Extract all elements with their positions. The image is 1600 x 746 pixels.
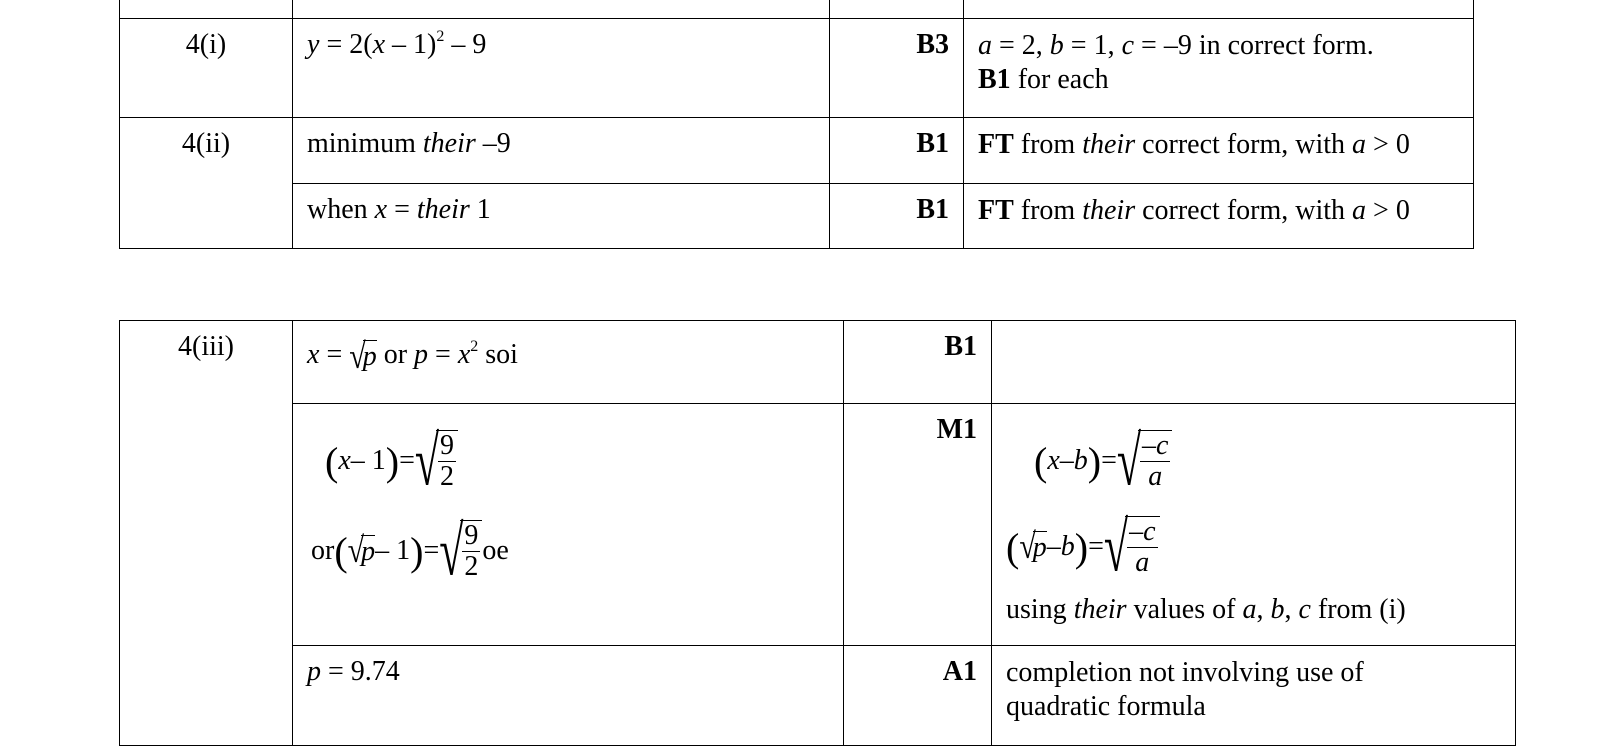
table-row — [120, 184, 1474, 249]
mark-scheme-table-2 — [119, 320, 1516, 746]
table-row-top-partial — [120, 0, 1474, 19]
guidance-cell — [992, 321, 1516, 404]
mark-cell: B1 — [830, 118, 964, 184]
guidance-equation-2: ( √p – b ) = √ $\frac{-c}{a}$ — [1006, 504, 1515, 590]
table-row — [120, 321, 1516, 404]
table-row — [120, 404, 1516, 646]
sqrt-symbol: √ $\frac{9}{2}$ — [439, 520, 482, 582]
guidance-cell: FT from their correct form, with a > 0 — [964, 118, 1474, 184]
sqrt-symbol: √ $\frac{9}{2}$ — [415, 430, 458, 492]
sqrt-symbol: √p — [1019, 526, 1047, 567]
answer-cell: y = 2(x – 1)$^2$ – 9 — [293, 19, 830, 118]
guidance-cell: FT from their correct form, with a > 0 — [964, 184, 1474, 249]
sqrt-symbol: √p — [347, 530, 376, 571]
mark-cell: B1 — [830, 184, 964, 249]
answer-cell: x = √p or $p = x^2$ soi — [293, 321, 844, 404]
equation-line-2: or ( √p – 1 ) = √ $\frac{9}{2}$ oe — [311, 511, 509, 591]
guidance-cell: a = 2, b = 1, c = –9 in correct form. B1 for each — [964, 19, 1474, 118]
mark-cell: A1 — [844, 646, 992, 746]
guidance-note: using their values of a, b, c from (i) — [1006, 594, 1406, 625]
question-number: 4(ii) — [120, 118, 293, 249]
answer-cell: minimum their –9 — [293, 118, 830, 184]
sqrt-symbol: √p — [349, 336, 377, 377]
mark-scheme-table-1 — [119, 0, 1474, 249]
answer-cell: when x = their 1 — [293, 184, 830, 249]
guidance-cell — [992, 404, 1516, 646]
table-row — [120, 118, 1474, 184]
mark-cell: B1 — [844, 321, 992, 404]
guidance-cell: completion not involving use of quadratic formula — [992, 646, 1516, 746]
sqrt-symbol: √ $\frac{-c}{a}$ — [1117, 430, 1173, 492]
table-row — [120, 19, 1474, 118]
guidance-equation-1: ( x – b ) = √ $\frac{-c}{a}$ — [1006, 418, 1515, 504]
table-row — [120, 646, 1516, 746]
mark-cell: M1 — [844, 404, 992, 646]
question-number: 4(iii) — [120, 321, 293, 746]
answer-cell: p = 9.74 — [293, 646, 844, 746]
equation-line-1: ( x – 1 ) = √ $\frac{9}{2}$ — [311, 418, 843, 504]
answer-cell — [293, 404, 844, 646]
mark-cell: B3 — [830, 19, 964, 118]
sqrt-symbol: √ $\frac{-c}{a}$ — [1104, 516, 1160, 578]
question-number: 4(i) — [120, 19, 293, 118]
